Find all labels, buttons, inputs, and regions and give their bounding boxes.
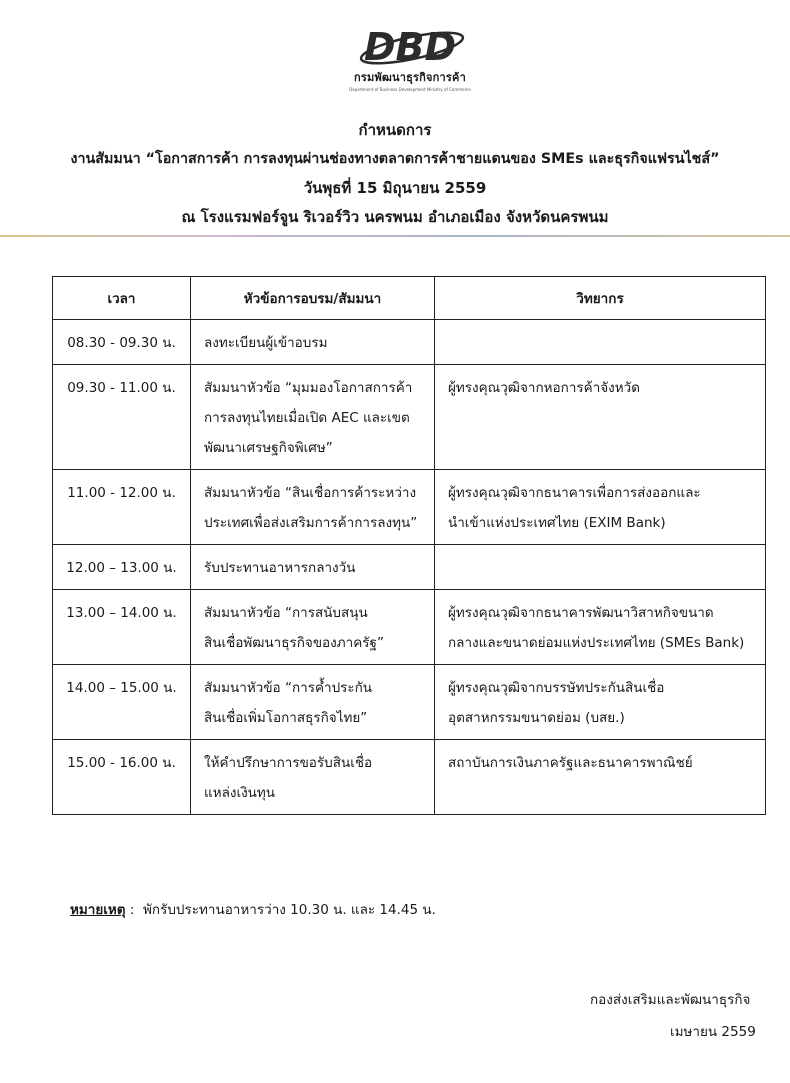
logo-org-name-en: Department of Business Development Ministry of Commerce	[349, 87, 471, 92]
table-row	[53, 590, 766, 665]
row-time	[53, 665, 191, 740]
table-row	[53, 365, 766, 470]
row-time	[53, 740, 191, 815]
topic-line: สัมมนาหัวข้อ “การค้ำประกัน	[204, 680, 373, 696]
topic-line: การลงทุนไทยเมื่อเปิด AEC และเขต	[204, 410, 410, 426]
dbd-logo	[340, 22, 480, 94]
row-speaker	[435, 470, 766, 545]
col-header-topic: หัวข้อการอบรม/สัมมนา	[191, 277, 435, 320]
schedule-table	[52, 276, 766, 815]
row-time	[53, 365, 191, 470]
topic-line: พัฒนาเศรษฐกิจพิเศษ”	[204, 440, 333, 456]
topic-line: ประเทศเพื่อส่งเสริมการค้าการลงทุน”	[204, 515, 418, 531]
signature-date: เมษายน 2559	[670, 1024, 756, 1040]
table-row	[53, 320, 766, 365]
topic-line: สินเชื่อพัฒนาธุรกิจของภาครัฐ”	[204, 635, 384, 651]
col-header-time: เวลา	[53, 277, 191, 320]
row-topic	[191, 545, 435, 590]
note	[70, 898, 436, 920]
schedule-body	[53, 320, 766, 815]
topic-line: สินเชื่อเพิ่มโอกาสธุรกิจไทย”	[204, 710, 368, 726]
row-time	[53, 545, 191, 590]
document-header	[0, 116, 790, 232]
row-time	[53, 590, 191, 665]
header-divider	[0, 235, 790, 237]
topic-line: สัมมนาหัวข้อ “การสนับสนุน	[204, 605, 368, 621]
row-time-text: 13.00 – 14.00 น.	[66, 605, 177, 621]
table-row	[53, 740, 766, 815]
speaker-line: กลางและขนาดย่อมแห่งประเทศไทย (SMEs Bank)	[448, 635, 745, 651]
logo-org-name: กรมพัฒนาธุรกิจการค้า	[354, 71, 466, 84]
event-venue: ณ โรงแรมฟอร์จูน ริเวอร์วิว นครพนม อำเภอเมือง จังหวัดนครพนม	[181, 208, 609, 226]
document-title: กำหนดการ	[358, 121, 432, 139]
note-text: พักรับประทานอาหารว่าง 10.30 น. และ 14.45 น.	[143, 902, 436, 918]
row-time	[53, 320, 191, 365]
row-speaker	[435, 590, 766, 665]
topic-line: สัมมนาหัวข้อ “สินเชื่อการค้าระหว่าง	[204, 485, 417, 501]
row-speaker	[435, 545, 766, 590]
topic-line: สัมมนาหัวข้อ “มุมมองโอกาสการค้า	[204, 380, 413, 396]
row-time-text: 11.00 - 12.00 น.	[67, 485, 176, 501]
row-topic	[191, 320, 435, 365]
logo-mark-text: DBD	[363, 25, 457, 69]
signature-org: กองส่งเสริมและพัฒนาธุรกิจ	[590, 992, 751, 1008]
dbd-logo-icon	[354, 22, 466, 70]
row-time-text: 12.00 – 13.00 น.	[66, 560, 177, 576]
row-speaker	[435, 740, 766, 815]
row-speaker	[435, 320, 766, 365]
note-label: หมายเหตุ	[70, 902, 126, 918]
speaker-line: นำเข้าแห่งประเทศไทย (EXIM Bank)	[448, 515, 666, 531]
event-name: งานสัมมนา “โอกาสการค้า การลงทุนผ่านช่องทางตลาดการค้าชายแดนของ SMEs และธุรกิจแฟรนไชส์”	[70, 151, 720, 167]
row-topic	[191, 665, 435, 740]
topic-line: รับประทานอาหารกลางวัน	[204, 560, 356, 576]
row-topic	[191, 365, 435, 470]
note-separator: :	[125, 902, 135, 918]
row-time-text: 08.30 - 09.30 น.	[67, 335, 176, 351]
row-speaker	[435, 365, 766, 470]
speaker-line: ผู้ทรงคุณวุฒิจากธนาคารเพื่อการส่งออกและ	[448, 485, 701, 501]
row-speaker	[435, 665, 766, 740]
topic-line: ลงทะเบียนผู้เข้าอบรม	[204, 335, 328, 351]
table-row	[53, 470, 766, 545]
row-time	[53, 470, 191, 545]
row-time-text: 09.30 - 11.00 น.	[67, 380, 176, 396]
row-topic	[191, 470, 435, 545]
schedule-header-row	[53, 277, 766, 320]
row-time-text: 15.00 - 16.00 น.	[67, 755, 176, 771]
topic-line: ให้คำปรึกษาการขอรับสินเชื่อ	[204, 755, 373, 771]
row-time-text: 14.00 – 15.00 น.	[66, 680, 177, 696]
topic-line: แหล่งเงินทุน	[204, 785, 276, 801]
speaker-line: ผู้ทรงคุณวุฒิจากบรรษัทประกันสินเชื่อ	[448, 680, 665, 696]
speaker-line: ผู้ทรงคุณวุฒิจากหอการค้าจังหวัด	[448, 380, 641, 396]
table-row	[53, 545, 766, 590]
event-date: วันพุธที่ 15 มิถุนายน 2559	[303, 179, 487, 197]
col-header-speaker: วิทยากร	[435, 277, 766, 320]
speaker-line: ผู้ทรงคุณวุฒิจากธนาคารพัฒนาวิสาหกิจขนาด	[448, 605, 714, 621]
row-topic	[191, 740, 435, 815]
speaker-line: สถาบันการเงินภาครัฐและธนาคารพาณิชย์	[448, 755, 693, 771]
table-row	[53, 665, 766, 740]
speaker-line: อุตสาหกรรมขนาดย่อม (บสย.)	[448, 710, 625, 726]
row-topic	[191, 590, 435, 665]
